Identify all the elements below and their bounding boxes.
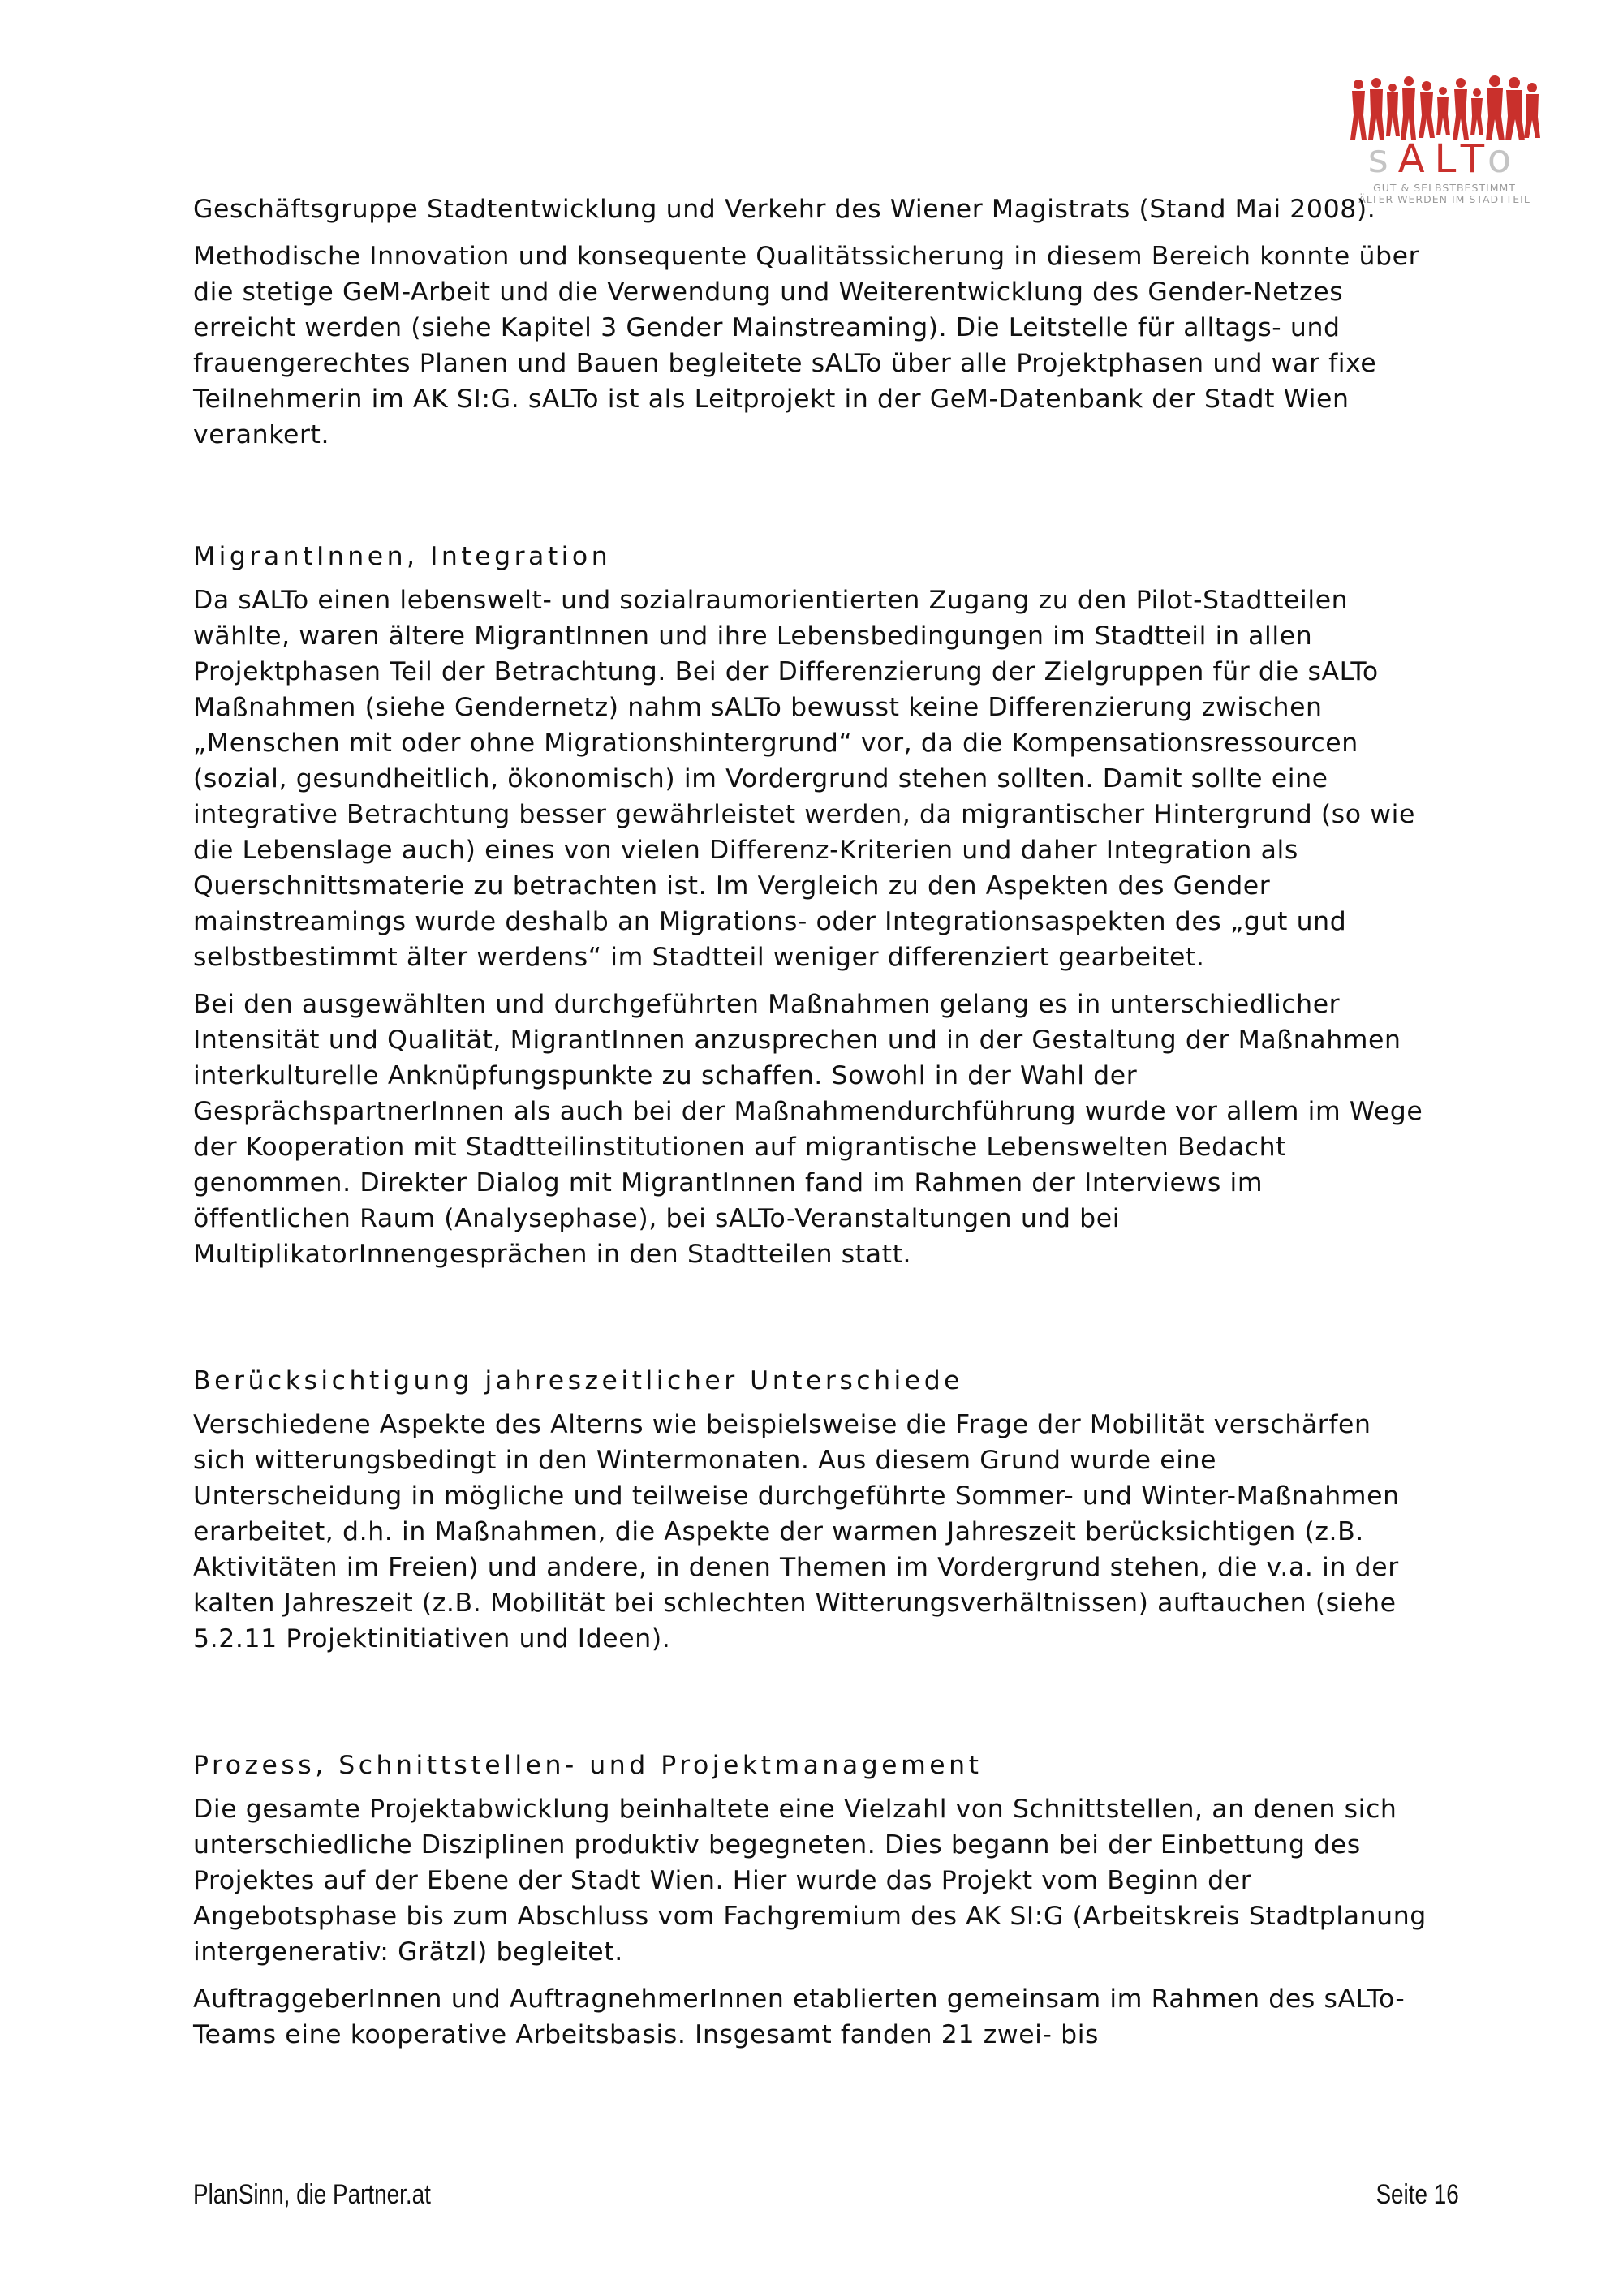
logo-wordmark [1349, 136, 1540, 182]
intro-paragraph-2: Methodische Innovation und konsequente Qualitätssicherung in diesem Bereich konnte über die stetige GeM-Arbeit und die Verwendung und Weiterentwicklung des Gender-Netzes erreicht werden (siehe Kapitel 3 Gender Mainstreaming). Die Leitstelle für alltags- und frauengerechtes Planen und Bauen begleitete sALTo über alle Projektphasen und war fixe Teilnehmerin im AK SI:G. sALTo ist als Leitprojekt in der GeM-Datenbank der Stadt Wien verankert. [193, 242, 1420, 449]
section-paragraph: Verschiedene Aspekte des Alterns wie beispielsweise die Frage der Mobilität verschärfen sich witterungsbedingt in den Wintermonaten. Aus diesem Grund wurde eine Unterscheidung in mögliche und teilweise durchgeführte Sommer- und Winter-Maßnahmen erarbeitet, d.h. in Maßnahmen, die Aspekte der warmen Jahreszeit berücksichtigen (z.B. Aktivitäten im Freien) und andere, in denen Themen im Vordergrund stehen, die v.a. in der kalten Jahreszeit (z.B. Mobilität bei schlechten Witterungsverhältnissen) auftauchen (siehe 5.2.11 Projektinitiativen und Ideen). [193, 1410, 1400, 1653]
section-paragraph: Bei den ausgewählten und durchgeführten Maßnahmen gelang es in unterschiedlicher Intensität und Qualität, MigrantInnen anzusprechen und in der Gestaltung der Maßnahmen interkulturelle Anknüpfungspunkte zu schaffen. Sowohl in der Wahl der GesprächspartnerInnen als auch bei der Maßnahmendurchführung wurde vor allem im Wege der Kooperation mit Stadtteilinstitutionen auf migrantische Lebenswelten Bedacht genommen. Direkter Dialog mit MigrantInnen fand im Rahmen der Interviews im öffentlichen Raum (Analysephase), bei sALTo-Veranstaltungen und bei MultiplikatorInnengesprächen in den Stadtteilen statt. [193, 990, 1423, 1269]
intro-paragraph-1: Geschäftsgruppe Stadtentwicklung und Verkehr des Wiener Magistrats (Stand Mai 2008). [193, 195, 1376, 224]
document-body [193, 191, 1427, 2064]
logo-word-main: ALT [1397, 136, 1487, 182]
section-heading-migration: MigrantInnen, Integration [193, 542, 612, 571]
footer-page-number: Seite 16 [1375, 2179, 1459, 2210]
logo-tagline-2: ÄLTER WERDEN IM STADTTEIL [1358, 193, 1530, 205]
section-heading-seasons: Berücksichtigung jahreszeitlicher Unterschiede [193, 1366, 964, 1395]
section-paragraph: AuftraggeberInnen und AuftragnehmerInnen etablierten gemeinsam im Rahmen des sALTo-Teams eine kooperative Arbeitsbasis. Insgesamt fanden 21 zwei- bis [193, 1984, 1406, 2049]
salto-logo [1347, 75, 1542, 204]
section-paragraph: Da sALTo einen lebenswelt- und sozialraumorientierten Zugang zu den Pilot-Stadtteilen wählte, waren ältere MigrantInnen und ihre Lebensbedingungen im Stadtteil in allen Projektphasen Teil der Betrachtung. Bei der Differenzierung der Zielgruppen für die sALTo Maßnahmen (siehe Gendernetz) nahm sALTo bewusst keine Differenzierung zwischen „Menschen mit oder ohne Migrationshintergrund“ vor, da die Kompensationsressourcen (sozial, gesundheitlich, ökonomisch) im Vordergrund stehen sollten. Damit sollte eine integrative Betrachtung besser gewährleistet werden, da migrantischer Hintergrund (so wie die Lebenslage auch) eines von vielen Differenz-Kriterien und daher Integration als Querschnittsmaterie zu betrachten ist. Im Vergleich zu den Aspekten des Gender mainstreamings wurde deshalb an Migrations- oder Integrationsaspekten des „gut und selbstbestimmt älter werdens“ im Stadtteil weniger differenziert gearbeitet. [193, 586, 1415, 972]
logo-word-prefix: s [1367, 136, 1398, 182]
people-silhouettes-icon [1347, 75, 1542, 143]
logo-word-suffix: o [1487, 136, 1522, 182]
section-heading-process: Prozess, Schnittstellen- und Projektmanagement [193, 1751, 983, 1780]
section-paragraph: Die gesamte Projektabwicklung beinhaltete eine Vielzahl von Schnittstellen, an denen sich unterschiedliche Disziplinen produktiv begegneten. Dies begann bei der Einbettung des Projektes auf der Ebene der Stadt Wien. Hier wurde das Projekt vom Beginn der Angebotsphase bis zum Abschluss vom Fachgremium des AK SI:G (Arbeitskreis Stadtplanung intergenerativ: Grätzl) begleitet. [193, 1795, 1427, 1967]
footer-author: PlanSinn, die Partner.at [193, 2179, 431, 2210]
logo-tagline-1: GUT & SELBSTBESTIMMT [1373, 182, 1516, 194]
